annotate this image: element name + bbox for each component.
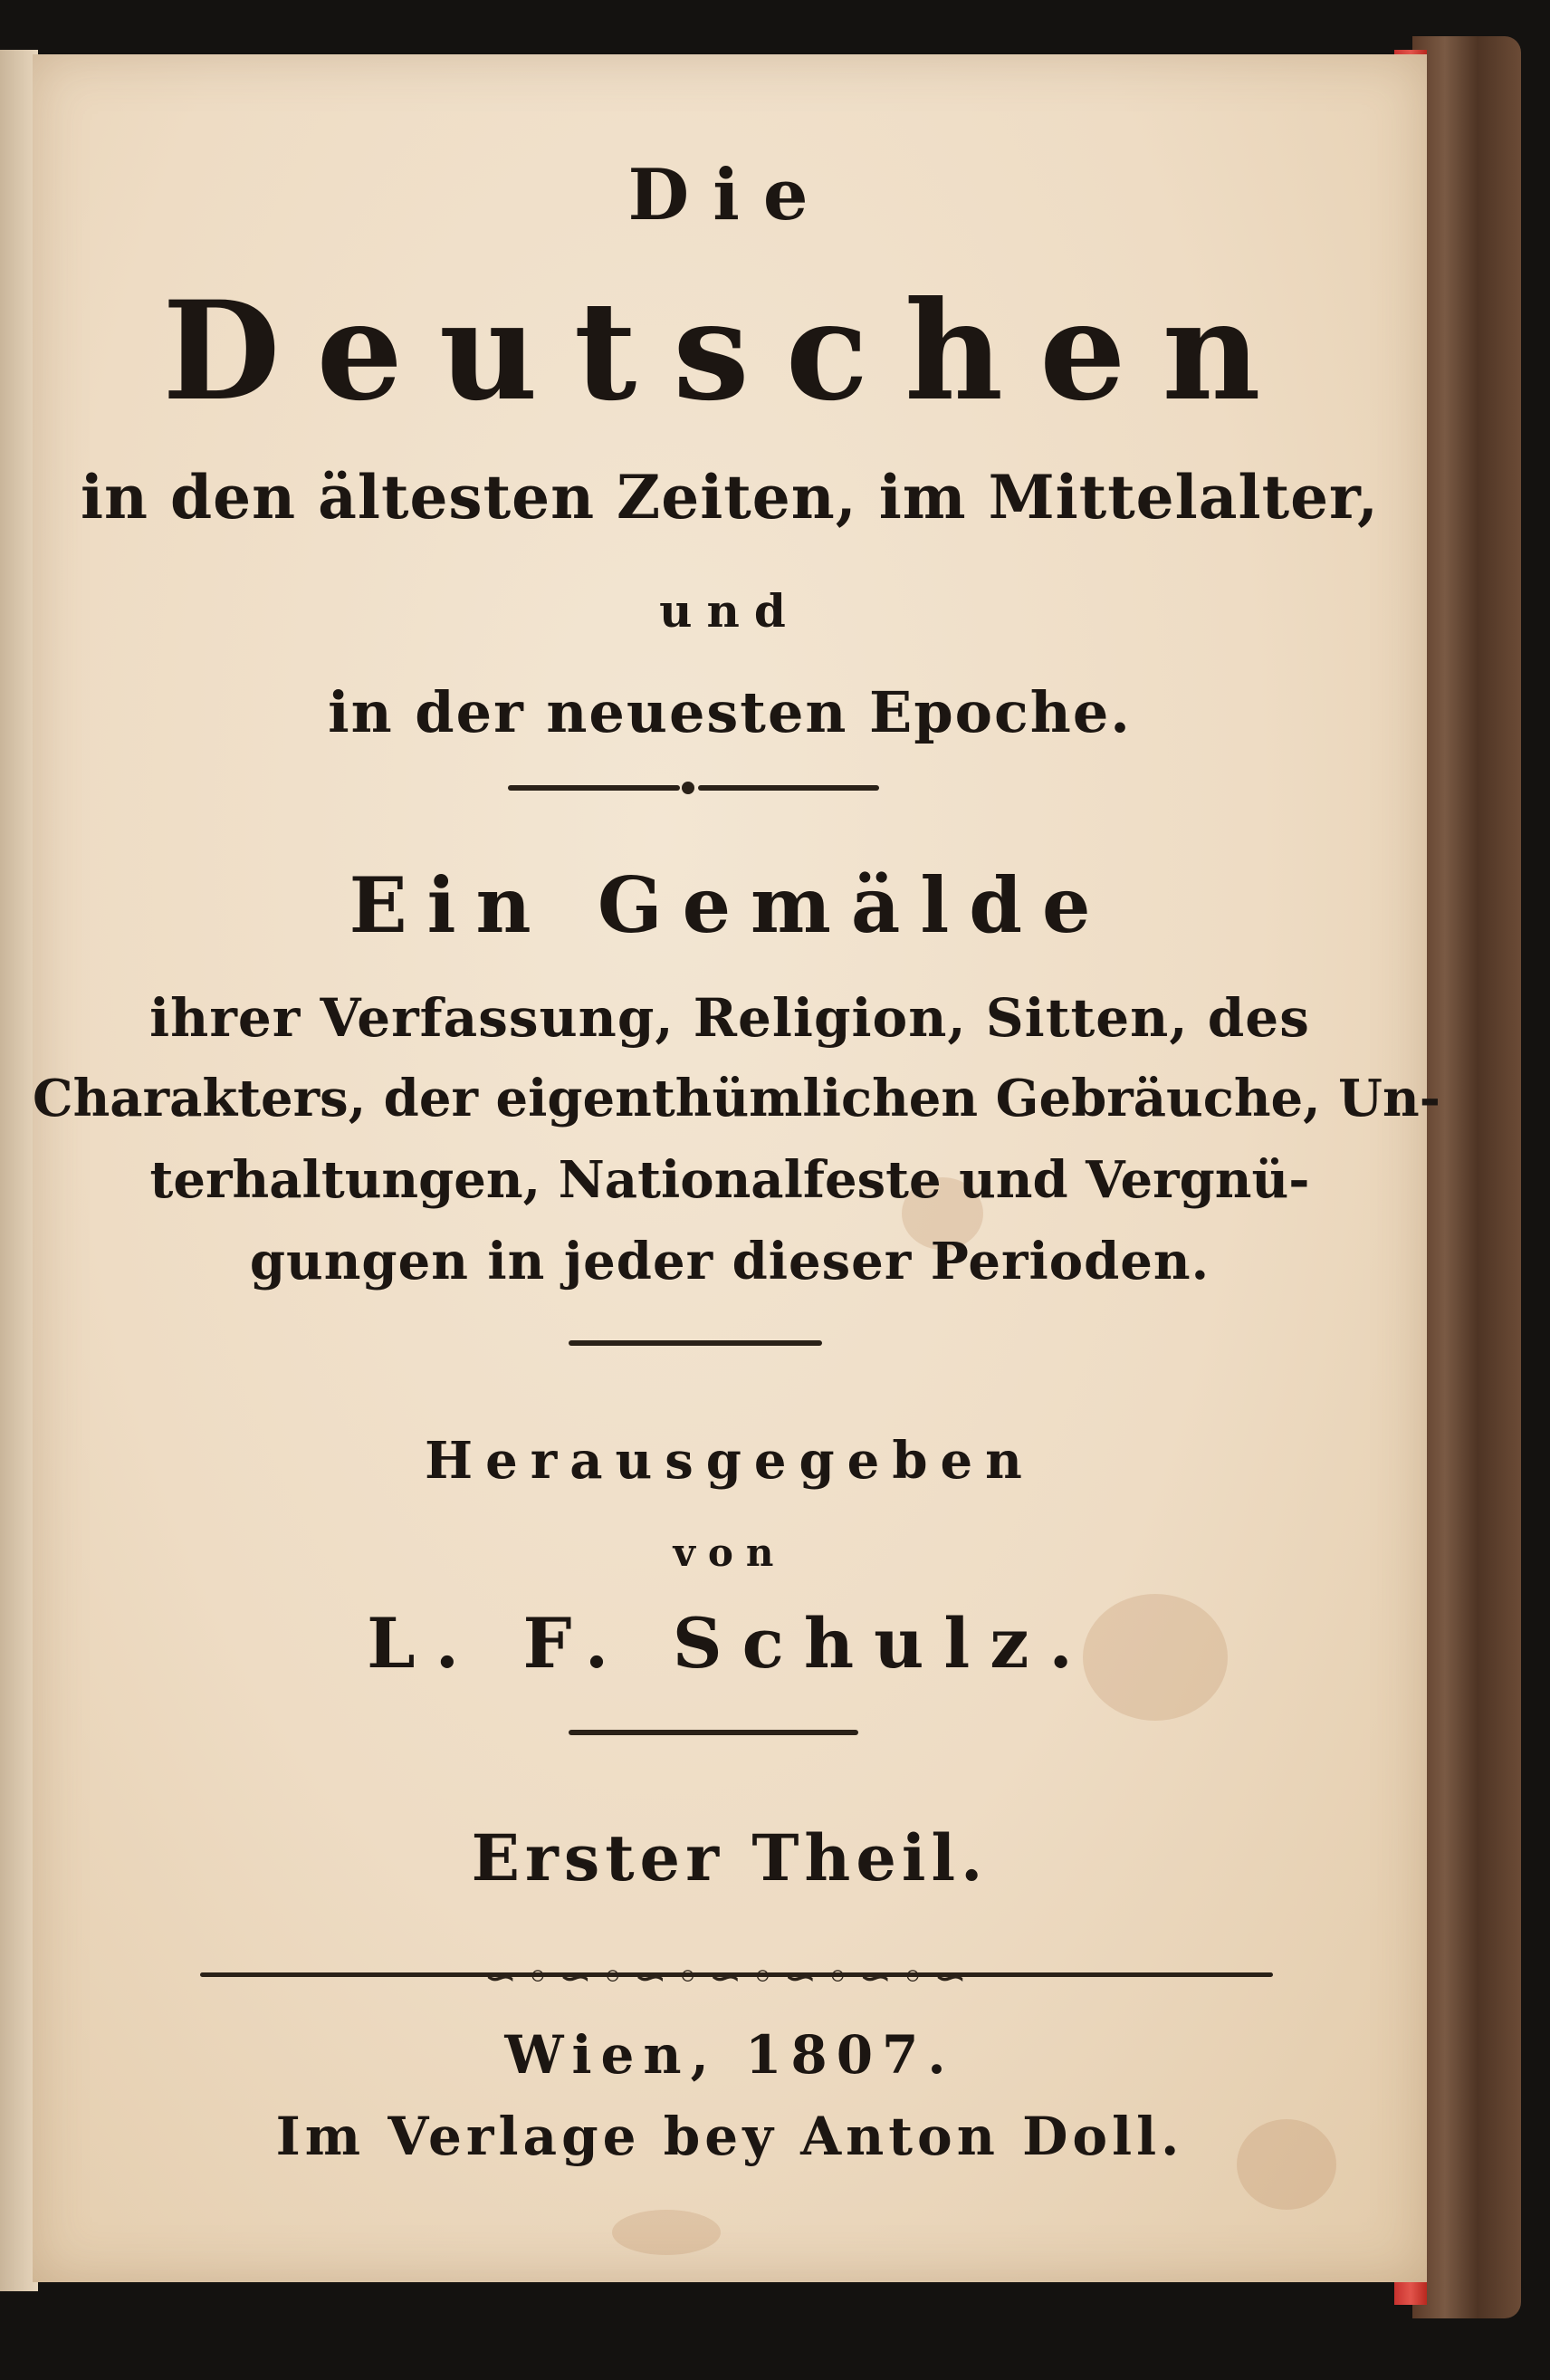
subtitle-line-1: in den ältesten Zeiten, im Mittelalter, bbox=[80, 462, 1380, 533]
author-name: L. F. Schulz. bbox=[367, 1603, 1093, 1684]
book-spine bbox=[1412, 36, 1521, 2318]
title-deutschen: Deutschen bbox=[162, 272, 1297, 431]
description-line-1: ihrer Verfassung, Religion, Sitten, des bbox=[149, 987, 1310, 1049]
subtitle-und: und bbox=[659, 584, 800, 638]
divider-dot bbox=[682, 782, 694, 794]
subtitle-line-2: in der neuesten Epoche. bbox=[328, 679, 1132, 745]
publisher: Im Verlage bey Anton Doll. bbox=[275, 2106, 1184, 2167]
title-page bbox=[33, 54, 1440, 2282]
ornament-icon: ∽◦∽◦∽◦∽◦∽◦∽◦∽ bbox=[483, 1954, 976, 2001]
von: von bbox=[673, 1531, 787, 1575]
description-line-2: Charakters, der eigenthümlichen Gebräuche, Un- bbox=[33, 1069, 1440, 1128]
herausgegeben: Herausgegeben bbox=[425, 1431, 1035, 1491]
divider-rule-right bbox=[698, 785, 879, 791]
stain bbox=[612, 2210, 721, 2255]
divider-rule-left bbox=[508, 785, 680, 791]
divider-rule bbox=[569, 1340, 822, 1346]
title-die: Die bbox=[627, 154, 832, 236]
place-year: Wien, 1807. bbox=[504, 2024, 955, 2086]
divider-rule bbox=[569, 1730, 858, 1735]
description-line-4: gungen in jeder dieser Perioden. bbox=[249, 1232, 1210, 1291]
volume-label: Erster Theil. bbox=[471, 1820, 989, 1895]
description-line-3: terhaltungen, Nationalfeste und Vergnü- bbox=[149, 1150, 1310, 1210]
heading-gemaelde: Ein Gemälde bbox=[349, 860, 1111, 950]
